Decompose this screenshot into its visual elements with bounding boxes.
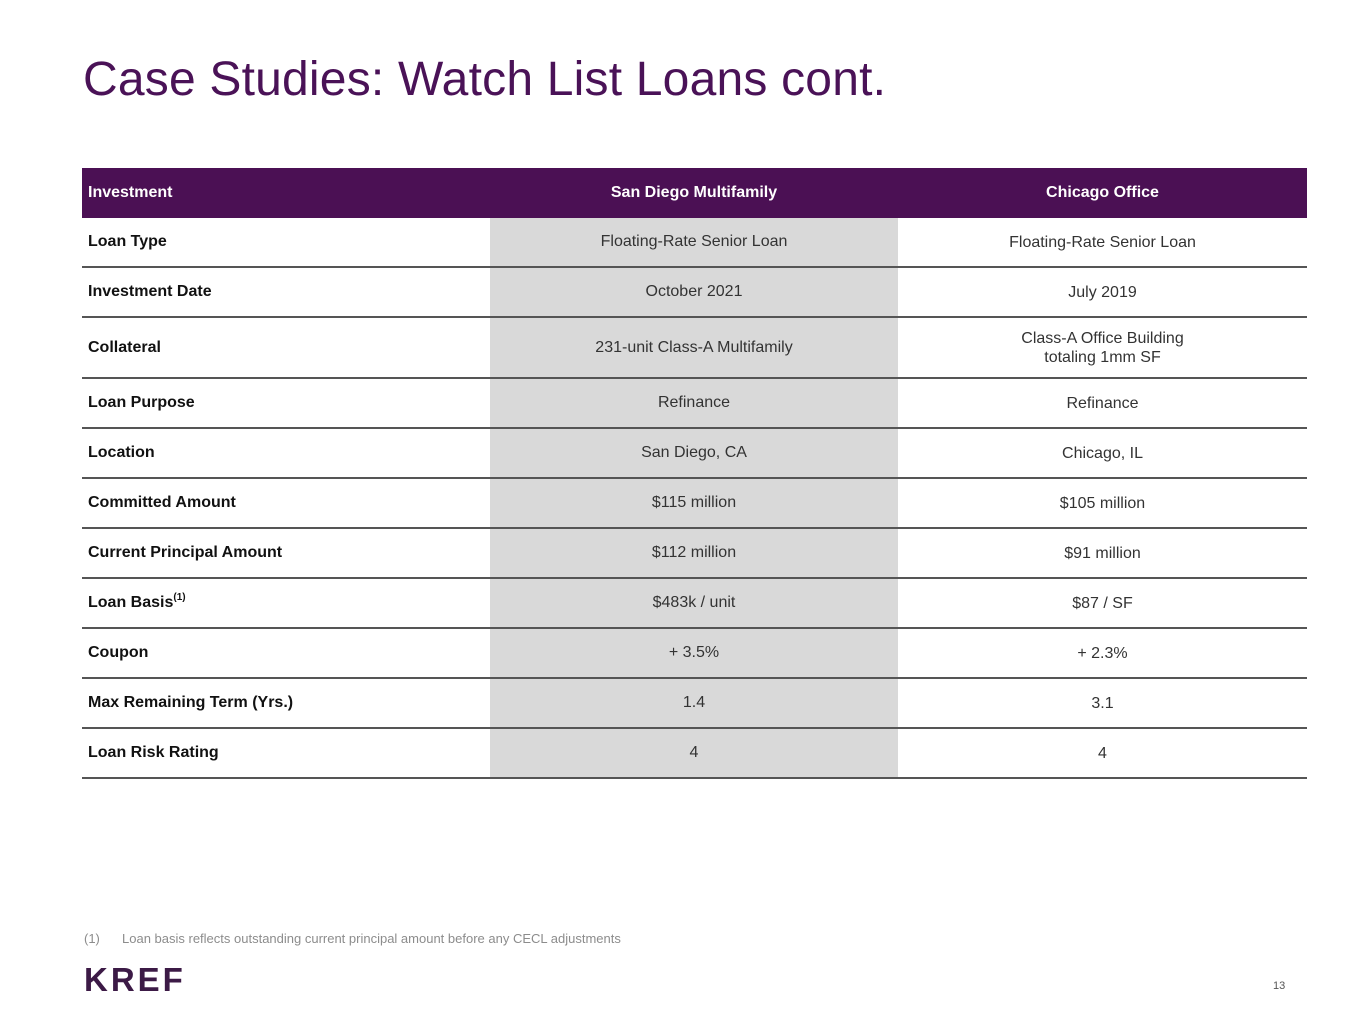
- san-diego-value: 4: [490, 728, 898, 778]
- san-diego-value: $483k / unit: [490, 578, 898, 628]
- row-label: Loan Type: [82, 218, 490, 268]
- table-row: [82, 218, 1307, 268]
- san-diego-value: Refinance: [490, 378, 898, 428]
- san-diego-value: October 2021: [490, 267, 898, 317]
- row-label: Committed Amount: [82, 478, 490, 528]
- row-label: Coupon: [82, 628, 490, 678]
- row-label: Collateral: [82, 317, 490, 378]
- table-row: [82, 378, 1307, 428]
- watch-list-loans-table: [82, 168, 1307, 779]
- page-title: Case Studies: Watch List Loans cont.: [83, 53, 887, 106]
- san-diego-value: Floating-Rate Senior Loan: [490, 218, 898, 268]
- chicago-value-line-2: totaling 1mm SF: [1044, 348, 1161, 366]
- san-diego-value: San Diego, CA: [490, 428, 898, 478]
- row-label-text: Loan Basis: [88, 594, 174, 611]
- footnote-text: Loan basis reflects outstanding current principal amount before any CECL adjustments: [122, 931, 621, 946]
- row-label: Max Remaining Term (Yrs.): [82, 678, 490, 728]
- table-header-row: [82, 168, 1307, 218]
- table-row: [82, 317, 1307, 378]
- row-label: Loan Purpose: [82, 378, 490, 428]
- footnote: [84, 931, 621, 946]
- chicago-value: $105 million: [898, 478, 1307, 528]
- header-chicago-office: Chicago Office: [898, 168, 1307, 218]
- san-diego-value: + 3.5%: [490, 628, 898, 678]
- chicago-value: 3.1: [898, 678, 1307, 728]
- san-diego-value: 231-unit Class-A Multifamily: [490, 317, 898, 378]
- header-investment: Investment: [82, 168, 490, 218]
- san-diego-value: 1.4: [490, 678, 898, 728]
- chicago-value: 4: [898, 728, 1307, 778]
- chicago-value: Floating-Rate Senior Loan: [898, 218, 1307, 268]
- table-row: [82, 578, 1307, 628]
- san-diego-value: $112 million: [490, 528, 898, 578]
- chicago-value: Refinance: [898, 378, 1307, 428]
- table-row: [82, 428, 1307, 478]
- chicago-value: $87 / SF: [898, 578, 1307, 628]
- row-label: Location: [82, 428, 490, 478]
- row-label: Loan Risk Rating: [82, 728, 490, 778]
- san-diego-value: $115 million: [490, 478, 898, 528]
- chicago-value-line-1: Class-A Office Building: [1021, 329, 1184, 347]
- table-row: [82, 267, 1307, 317]
- row-label: [82, 578, 490, 628]
- kref-logo: KREF: [84, 961, 186, 998]
- row-label: Investment Date: [82, 267, 490, 317]
- chicago-value: [898, 317, 1307, 378]
- footnote-marker: (1): [173, 592, 186, 603]
- chicago-value: $91 million: [898, 528, 1307, 578]
- header-san-diego-multifamily: San Diego Multifamily: [490, 168, 898, 218]
- chicago-value: July 2019: [898, 267, 1307, 317]
- table-row: [82, 728, 1307, 778]
- chicago-value: + 2.3%: [898, 628, 1307, 678]
- chicago-value: Chicago, IL: [898, 428, 1307, 478]
- table-row: [82, 628, 1307, 678]
- table-row: [82, 528, 1307, 578]
- row-label: Current Principal Amount: [82, 528, 490, 578]
- table-row: [82, 678, 1307, 728]
- page-number: 13: [1273, 980, 1286, 992]
- footnote-number: (1): [84, 931, 100, 946]
- table-row: [82, 478, 1307, 528]
